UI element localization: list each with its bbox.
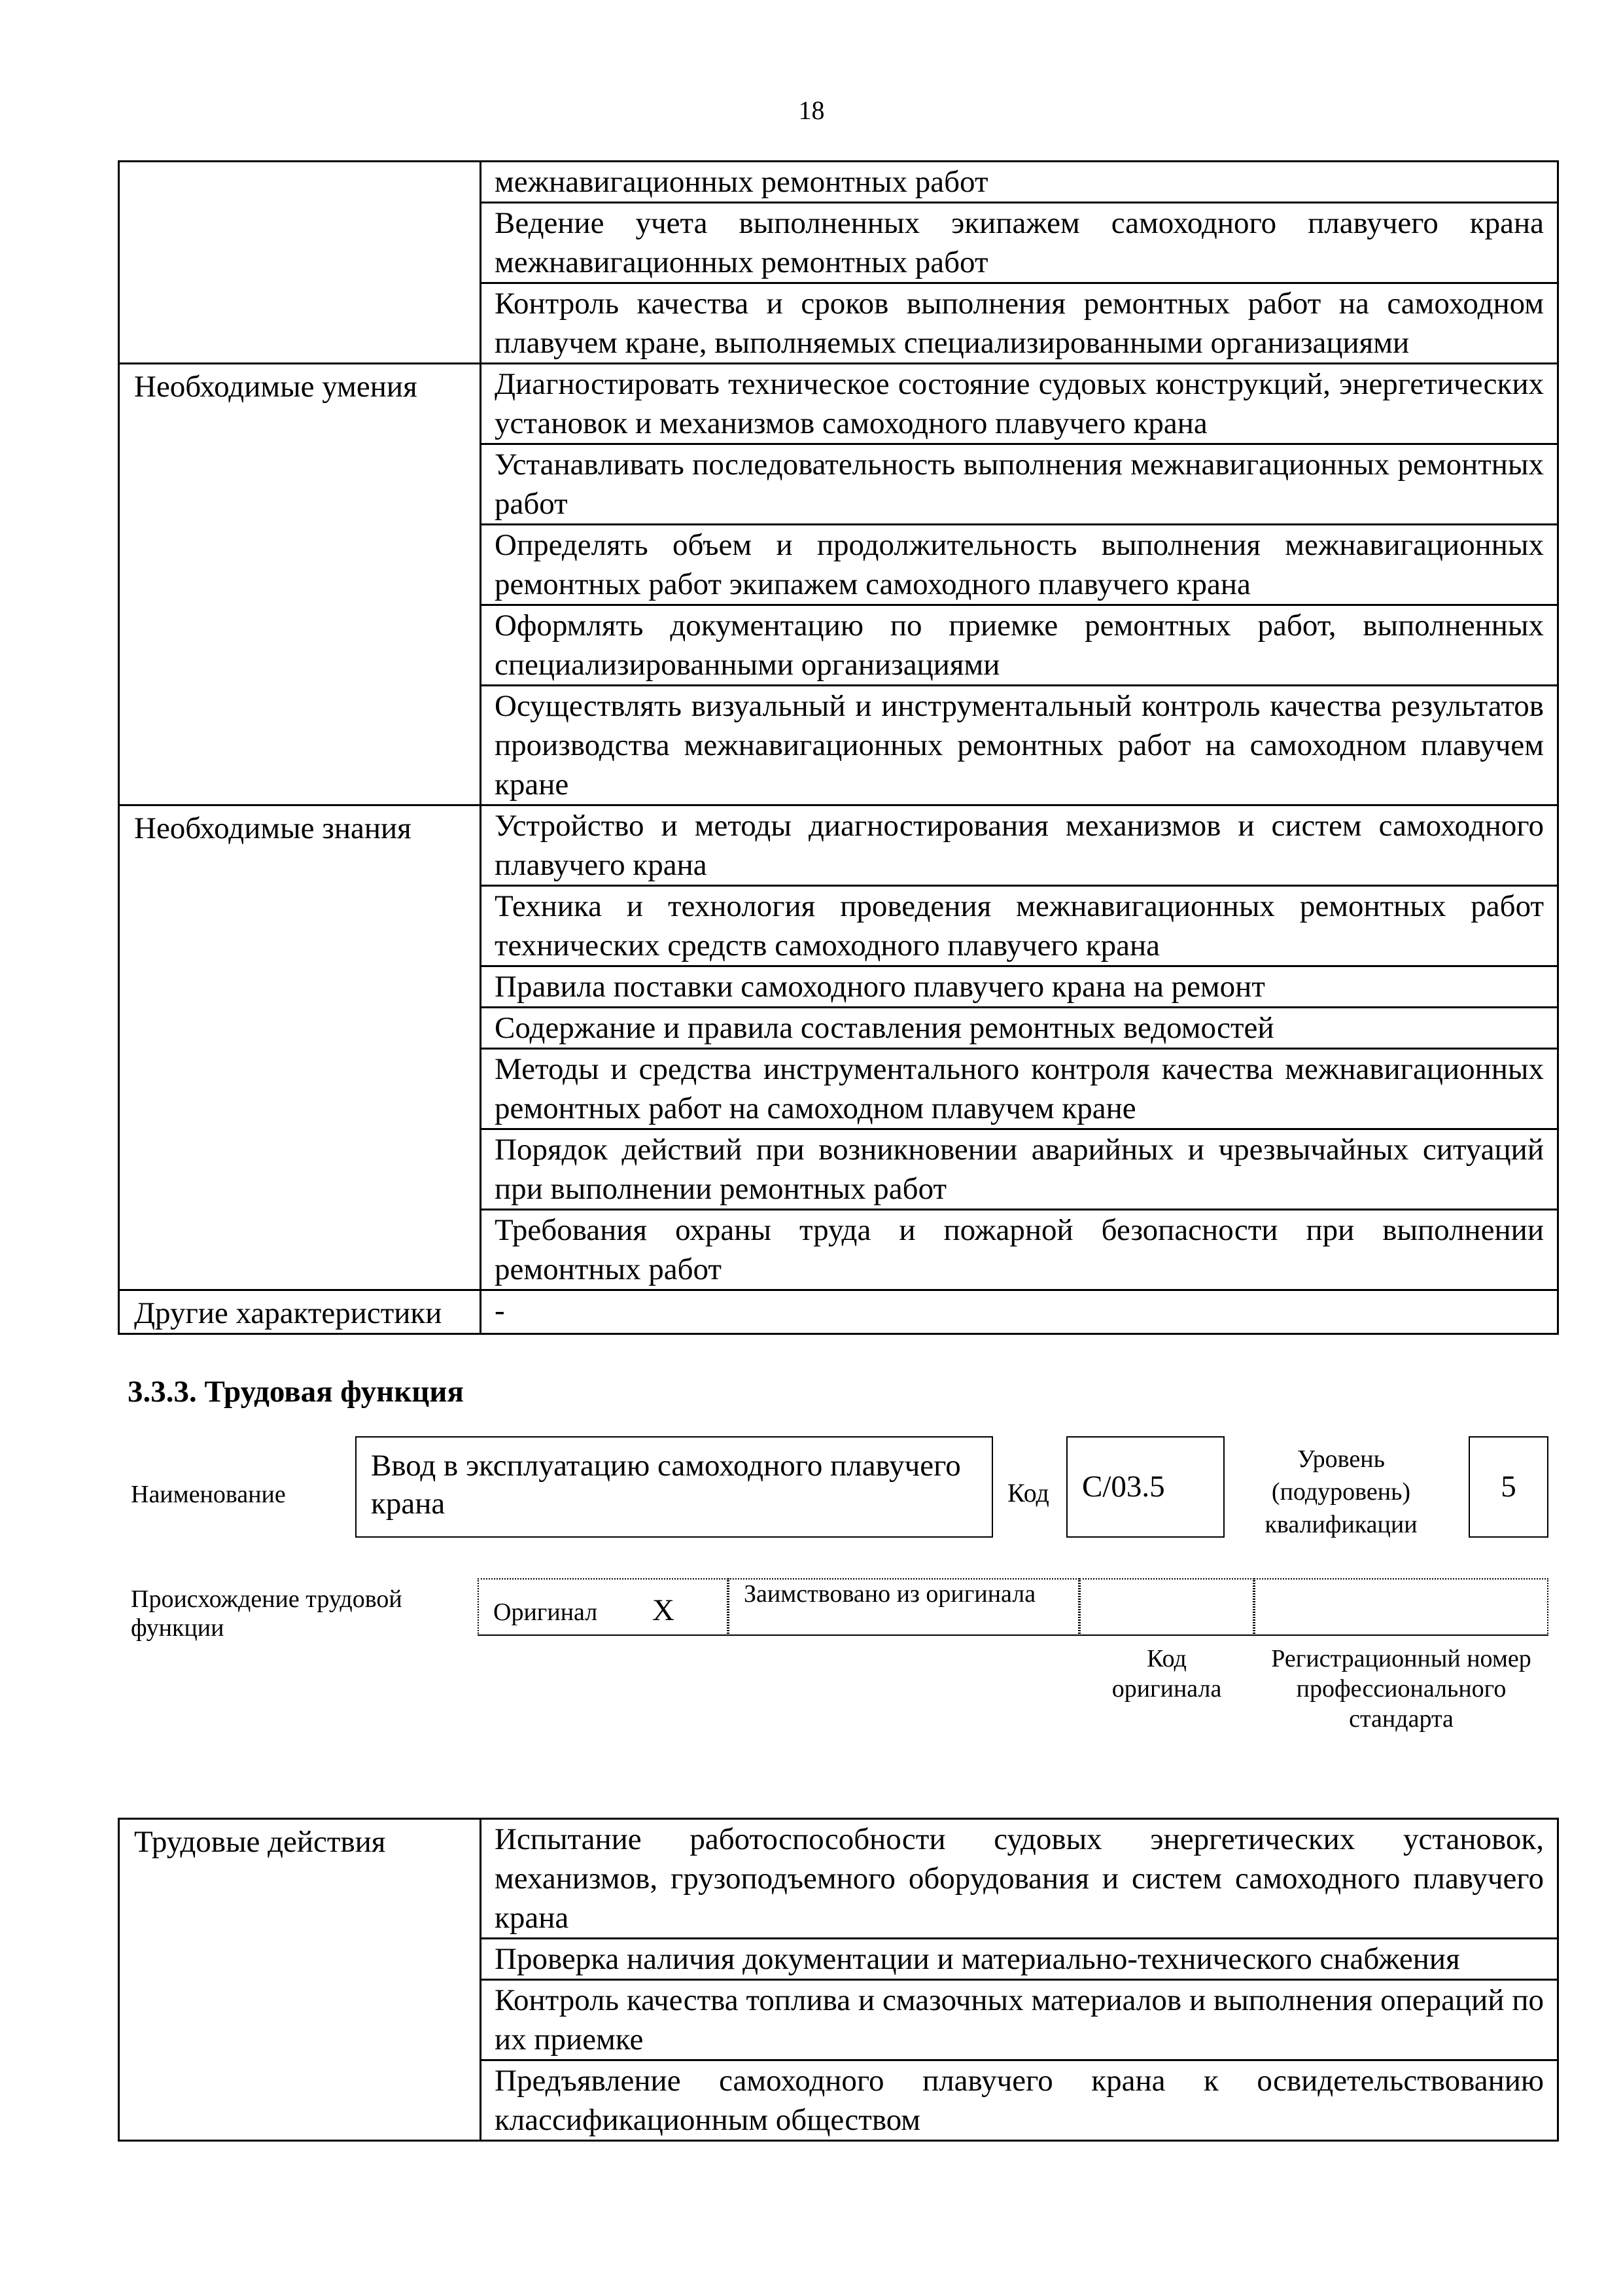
table-cell: Диагностировать техническое состояние судовых конструкций, энергетических установок и механизмов самоходного плавучего крана xyxy=(481,364,1558,444)
original-cell xyxy=(478,1578,728,1636)
original-label: Оригинал xyxy=(493,1598,598,1626)
name-box xyxy=(355,1436,993,1538)
borrowed-label: Заимствовано из оригинала xyxy=(744,1580,1036,1608)
row-label-skills: Необходимые умения xyxy=(119,364,481,805)
table-cell: Контроль качества топлива и смазочных материалов и выполнения операций по их приемке xyxy=(481,1980,1558,2060)
table-cell: Порядок действий при возникновении аварийных и чрезвычайных ситуаций при выполнении ремонтных работ xyxy=(481,1129,1558,1210)
code-original-cell xyxy=(1079,1578,1254,1636)
level-box xyxy=(1469,1436,1548,1538)
table-cell: Оформлять документацию по приемке ремонтных работ, выполненных специализированными организациями xyxy=(481,605,1558,686)
table-cell: Правила поставки самоходного плавучего крана на ремонт xyxy=(481,966,1558,1008)
name-label: Наименование xyxy=(131,1481,286,1508)
table-cell: Испытание работоспособности судовых энергетических установок, механизмов, грузоподъемного оборудования и систем самоходного плавучего крана xyxy=(481,1819,1558,1939)
reg-number-caption: Регистрационный номер профессионального стандарта xyxy=(1271,1645,1531,1733)
competency-table xyxy=(118,160,1559,1335)
table-cell: - xyxy=(481,1290,1558,1334)
table-cell: Осуществлять визуальный и инструментальный контроль качества результатов производства межнавигационных ремонтных работ на самоходном плавучем кране xyxy=(481,686,1558,805)
table-row xyxy=(119,364,1558,444)
table-cell: Устройство и методы диагностирования механизмов и систем самоходного плавучего крана xyxy=(481,805,1558,886)
borrowed-cell xyxy=(728,1578,1079,1636)
table-cell: межнавигационных ремонтных работ xyxy=(481,162,1558,203)
table-cell: Определять объем и продолжительность выполнения межнавигационных ремонтных работ экипажем самоходного плавучего крана xyxy=(481,525,1558,605)
table-row xyxy=(119,805,1558,886)
level-value: 5 xyxy=(1501,1470,1516,1504)
code-original-caption: Код оригинала xyxy=(1111,1645,1222,1703)
row-label-knowledge: Необходимые знания xyxy=(119,805,481,1290)
table-cell: Ведение учета выполненных экипажем самоходного плавучего крана межнавигационных ремонтных работ xyxy=(481,203,1558,283)
table-cell: Проверка наличия документации и материально-технического снабжения xyxy=(481,1939,1558,1980)
table-cell: Содержание и правила составления ремонтных ведомостей xyxy=(481,1008,1558,1049)
page-number: 18 xyxy=(798,96,825,125)
table-row xyxy=(119,1819,1558,1939)
table-cell: Требования охраны труда и пожарной безопасности при выполнении ремонтных работ xyxy=(481,1210,1558,1290)
row-label-other: Другие характеристики xyxy=(119,1290,481,1334)
section-heading: 3.3.3. Трудовая функция xyxy=(128,1375,464,1409)
level-label: Уровень (подуровень) квалификации xyxy=(1265,1445,1418,1538)
table-cell: Предъявление самоходного плавучего крана к освидетельствованию классификационным обществом xyxy=(481,2060,1558,2141)
code-label: Код xyxy=(1007,1478,1049,1508)
original-mark: X xyxy=(652,1593,674,1627)
table-row xyxy=(119,162,1558,203)
table-row xyxy=(119,1290,1558,1334)
table-cell: Методы и средства инструментального контроля качества межнавигационных ремонтных работ на самоходном плавучем кране xyxy=(481,1049,1558,1129)
table-cell: Техника и технология проведения межнавигационных ремонтных работ технических средств самоходного плавучего крана xyxy=(481,886,1558,966)
table-cell: Контроль качества и сроков выполнения ремонтных работ на самоходном плавучем кране, выполняемых специализированными организациями xyxy=(481,283,1558,364)
origin-label: Происхождение трудовой функции xyxy=(131,1585,402,1642)
reg-number-cell xyxy=(1254,1578,1548,1636)
code-box xyxy=(1066,1436,1225,1538)
table-cell: Устанавливать последовательность выполнения межнавигационных ремонтных работ xyxy=(481,444,1558,525)
row-label-actions: Трудовые действия xyxy=(119,1819,481,2141)
code-value: C/03.5 xyxy=(1082,1470,1165,1504)
function-name: Ввод в эксплуатацию самоходного плавучего крана xyxy=(371,1449,961,1521)
labor-actions-table xyxy=(118,1818,1559,2142)
row-label xyxy=(119,162,481,364)
